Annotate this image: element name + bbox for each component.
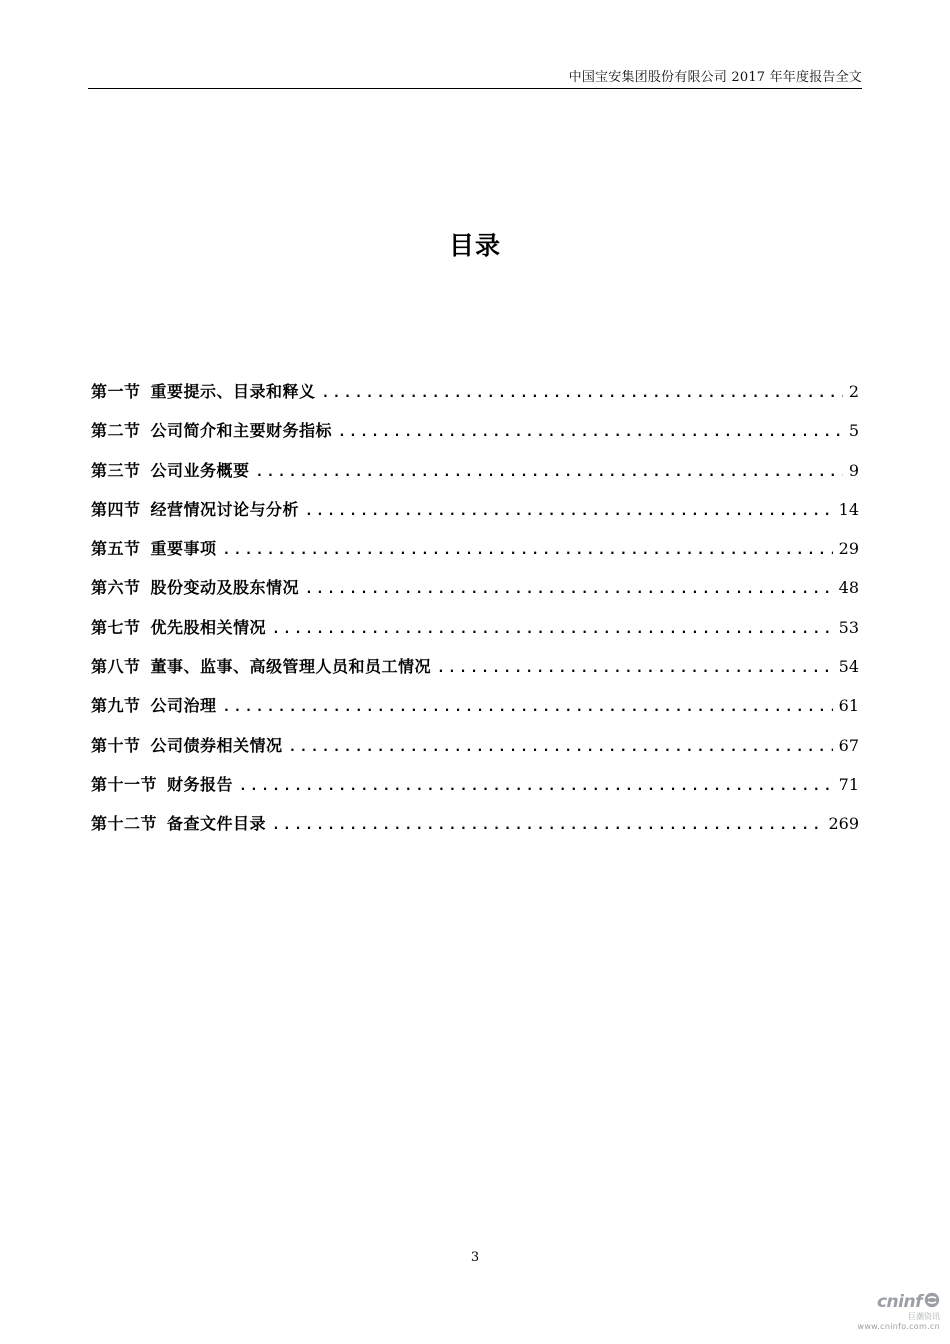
- toc-page-number: 54: [838, 657, 859, 677]
- toc-page-number: 29: [838, 539, 859, 559]
- toc-section-label: 第十二节: [91, 814, 158, 834]
- cninfo-logo-icon: [924, 1292, 940, 1312]
- toc-section-label: 第四节: [91, 499, 141, 519]
- toc-dot-leader: [305, 577, 833, 603]
- toc-entry-1[interactable]: [91, 379, 859, 418]
- toc-entry-5[interactable]: [91, 536, 859, 575]
- toc-section-title: 重要提示、目录和释义: [150, 382, 316, 401]
- toc-section-title: 优先股相关情况: [150, 617, 267, 637]
- toc-entry-3[interactable]: [91, 458, 859, 497]
- toc-entry-6[interactable]: [91, 575, 859, 614]
- toc-dot-leader: [289, 735, 833, 761]
- toc-section-title: 备查文件目录: [167, 814, 267, 834]
- toc-section-label: 第三节: [91, 460, 141, 480]
- toc-page-number: 5: [848, 421, 859, 441]
- toc-section-label: 第一节: [91, 382, 141, 401]
- toc-section-label: 第五节: [91, 539, 141, 559]
- toc-entry-2[interactable]: [91, 418, 859, 457]
- toc-dot-leader: [223, 538, 833, 564]
- page-title: 目录: [448, 231, 501, 260]
- toc-entry-4[interactable]: [91, 497, 859, 536]
- toc-dot-leader: [322, 381, 843, 407]
- logo-brand-text: cninf: [876, 1292, 922, 1312]
- toc-page-number: 14: [838, 499, 859, 519]
- logo-subtitle: 巨潮资讯: [908, 1312, 940, 1321]
- page-number: 3: [470, 1250, 480, 1265]
- toc-page-number: 9: [848, 460, 859, 480]
- toc-section-title: 财务报告: [167, 774, 234, 794]
- toc-section-title: 公司债券相关情况: [150, 735, 283, 755]
- toc-entry-8[interactable]: [91, 654, 859, 693]
- toc-dot-leader: [437, 656, 833, 682]
- toc-section-title: 公司简介和主要财务指标: [150, 421, 333, 441]
- toc-section-title: 股份变动及股东情况: [150, 578, 300, 598]
- toc-dot-leader: [256, 460, 843, 486]
- toc-dot-leader: [338, 420, 843, 446]
- toc-section-title: 重要事项: [150, 539, 217, 559]
- toc-section-label: 第七节: [91, 617, 141, 637]
- toc-page-number: 71: [838, 774, 859, 794]
- toc-section-label: 第二节: [91, 421, 141, 441]
- toc-section-title: 经营情况讨论与分析: [150, 499, 300, 519]
- table-of-contents: [91, 379, 859, 851]
- toc-dot-leader: [223, 695, 833, 721]
- toc-page-number: 269: [828, 814, 859, 834]
- toc-section-title: 董事、监事、高级管理人员和员工情况: [150, 657, 432, 677]
- toc-entry-7[interactable]: [91, 615, 859, 654]
- toc-section-label: 第十节: [91, 735, 141, 755]
- toc-entry-12[interactable]: [91, 811, 859, 850]
- toc-section-title: 公司业务概要: [150, 460, 250, 480]
- toc-dot-leader: [305, 499, 833, 525]
- toc-section-label: 第六节: [91, 578, 141, 598]
- cninfo-watermark: [850, 1292, 940, 1332]
- cninfo-logo: [877, 1292, 940, 1312]
- toc-section-label: 第九节: [91, 696, 141, 716]
- toc-entry-10[interactable]: [91, 733, 859, 772]
- running-header: 中国宝安集团股份有限公司 2017 年年度报告全文: [568, 70, 862, 85]
- logo-url: www.cninfo.com.cn: [857, 1322, 940, 1331]
- toc-entry-11[interactable]: [91, 772, 859, 811]
- toc-page-number: 53: [838, 617, 859, 637]
- toc-dot-leader: [272, 617, 833, 643]
- toc-dot-leader: [272, 813, 822, 839]
- toc-section-label: 第八节: [91, 657, 141, 677]
- toc-page-number: 67: [838, 735, 859, 755]
- toc-dot-leader: [239, 774, 833, 800]
- toc-entry-9[interactable]: [91, 693, 859, 732]
- toc-section-label: 第十一节: [91, 774, 158, 794]
- toc-page-number: 2: [848, 382, 859, 401]
- toc-section-title: 公司治理: [150, 696, 217, 716]
- header-rule: [88, 88, 862, 89]
- toc-page-number: 48: [838, 578, 859, 598]
- toc-page-number: 61: [838, 696, 859, 716]
